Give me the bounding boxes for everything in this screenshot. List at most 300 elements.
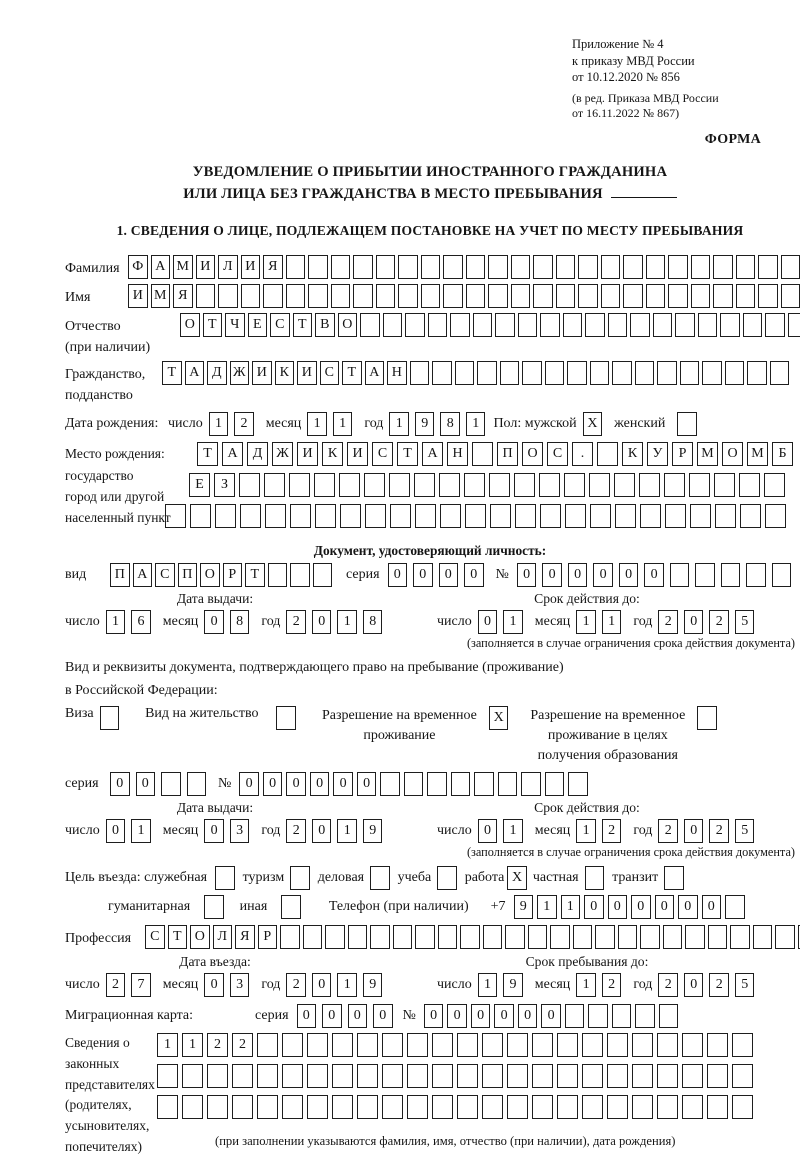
empty-char-box: [597, 442, 618, 466]
empty-char-box: [657, 1095, 678, 1119]
char-box: 1: [561, 895, 581, 919]
res-valid-date-group: [437, 800, 800, 843]
purpose-gumanitarnaya-checkbox: [204, 895, 224, 919]
char-box: 1: [307, 412, 327, 436]
year-label: год: [261, 822, 281, 838]
header-subline: (в ред. Приказа МВД России: [572, 90, 719, 105]
empty-char-box: [315, 504, 336, 528]
res-valid-note: (заполняется в случае ограничения срока действия документа): [466, 844, 795, 859]
char-box: 0: [136, 772, 156, 796]
empty-char-box: [515, 504, 536, 528]
year-label: год: [633, 976, 653, 992]
char-box: 0: [322, 1004, 342, 1028]
char-box: А: [422, 442, 443, 466]
empty-char-box: [664, 473, 685, 497]
empty-char-box: [196, 284, 216, 308]
phone-label: Телефон (при наличии): [328, 898, 469, 914]
purpose-tranzit-label: транзит: [612, 869, 659, 885]
visa-checkbox: [100, 706, 120, 730]
given-name-label: Имя: [65, 290, 91, 306]
char-box: П: [110, 563, 130, 587]
entry-date-group: [65, 954, 437, 997]
char-box: И: [252, 361, 272, 385]
empty-char-box: [482, 1033, 503, 1057]
empty-char-box: [414, 473, 435, 497]
empty-char-box: [746, 563, 766, 587]
empty-char-box: [357, 1033, 378, 1057]
empty-char-box: [353, 284, 373, 308]
empty-char-box: [332, 1095, 353, 1119]
purpose-turizm-label: туризм: [242, 869, 285, 885]
mig-number-boxes: [424, 1004, 679, 1028]
char-box: 9: [503, 973, 523, 997]
empty-char-box: [232, 1064, 253, 1088]
sex-female-checkbox: [677, 412, 697, 436]
doc-type-boxes: [110, 563, 332, 587]
empty-char-box: [353, 255, 373, 279]
identity-doc-heading: Документ, удостоверяющий личность:: [313, 543, 547, 559]
empty-char-box: [360, 313, 380, 337]
mig-number-label: №: [402, 1007, 416, 1023]
char-box: Б: [772, 442, 793, 466]
empty-char-box: [564, 473, 585, 497]
mig-serial-label: серия: [255, 1007, 289, 1023]
header-reference: [572, 36, 767, 122]
char-box: А: [133, 563, 153, 587]
sex-male-label: Пол: мужской: [493, 416, 577, 432]
empty-char-box: [407, 1064, 428, 1088]
char-box: М: [747, 442, 768, 466]
citizenship-label-line1: Гражданство,: [65, 367, 146, 383]
empty-char-box: [437, 866, 457, 890]
char-box: Н: [447, 442, 468, 466]
char-box: 2: [286, 973, 306, 997]
char-box: 0: [413, 563, 433, 587]
empty-char-box: [331, 284, 351, 308]
empty-char-box: [370, 925, 390, 949]
empty-char-box: [421, 255, 441, 279]
char-box: 5: [735, 610, 755, 634]
char-box: 2: [232, 1033, 253, 1057]
char-box: 0: [678, 895, 698, 919]
res-valid-day-boxes: [478, 819, 523, 843]
char-box: 6: [131, 610, 151, 634]
char-box: 0: [593, 563, 613, 587]
char-box: 0: [286, 772, 306, 796]
birth-place-label-line: Место рождения:: [65, 446, 165, 462]
empty-char-box: [464, 473, 485, 497]
char-box: 0: [333, 772, 353, 796]
empty-char-box: [187, 772, 207, 796]
empty-char-box: [466, 284, 486, 308]
empty-char-box: [472, 442, 493, 466]
char-box: А: [151, 255, 171, 279]
empty-char-box: [398, 255, 418, 279]
residence-doc-intro-line1: Вид и реквизиты документа, подтверждающего право на пребывание (проживание): [65, 660, 564, 676]
char-box: 0: [263, 772, 283, 796]
year-label: год: [364, 416, 384, 432]
empty-char-box: [331, 255, 351, 279]
empty-char-box: [635, 361, 655, 385]
birth-place-label-line: государство: [65, 467, 134, 483]
char-box: 0: [312, 973, 332, 997]
empty-char-box: [432, 361, 452, 385]
purpose-inaya-label: иная: [239, 898, 268, 914]
empty-char-box: [348, 925, 368, 949]
char-box: 1: [333, 412, 353, 436]
empty-char-box: [578, 284, 598, 308]
legal-reps-label-line: усыновителях,: [65, 1118, 150, 1134]
legal-reps-footnote: (при заполнении указываются фамилия, имя, отчество (при наличии), дата рождения): [215, 1134, 676, 1149]
char-box: 0: [106, 819, 126, 843]
empty-char-box: [668, 255, 688, 279]
empty-char-box: [451, 772, 471, 796]
migration-card-label: Миграционная карта:: [65, 1007, 194, 1023]
empty-char-box: [697, 706, 717, 730]
header-line: Приложение № 4: [572, 37, 664, 51]
char-box: 3: [230, 819, 250, 843]
month-label: месяц: [162, 976, 199, 992]
page-title: [65, 162, 795, 206]
empty-char-box: [263, 284, 283, 308]
char-box: 0: [517, 563, 537, 587]
residence-permit-checkbox: [276, 706, 296, 730]
res-issue-date-group: [65, 800, 437, 843]
empty-char-box: [161, 772, 181, 796]
empty-char-box: [438, 925, 458, 949]
char-box: К: [322, 442, 343, 466]
char-box: А: [365, 361, 385, 385]
empty-char-box: [307, 1064, 328, 1088]
visa-label: Виза: [65, 705, 94, 721]
empty-char-box: [532, 1064, 553, 1088]
patronymic-label-line1: Отчество: [65, 319, 121, 335]
empty-char-box: [376, 284, 396, 308]
char-box: Д: [247, 442, 268, 466]
stay-year-boxes: [658, 973, 754, 997]
empty-char-box: [393, 925, 413, 949]
empty-char-box: [765, 504, 786, 528]
empty-char-box: [685, 925, 705, 949]
empty-char-box: [675, 313, 695, 337]
char-box: Р: [258, 925, 278, 949]
month-label: месяц: [534, 614, 571, 630]
doc-valid-note: (заполняется в случае ограничения срока действия документа): [466, 636, 795, 651]
char-box: И: [241, 255, 261, 279]
empty-char-box: [585, 866, 605, 890]
empty-char-box: [589, 473, 610, 497]
doc-valid-day-boxes: [478, 610, 523, 634]
empty-char-box: [714, 473, 735, 497]
char-box: Т: [397, 442, 418, 466]
empty-char-box: [357, 1064, 378, 1088]
char-box: С: [270, 313, 290, 337]
char-box: П: [497, 442, 518, 466]
empty-char-box: [623, 255, 643, 279]
empty-char-box: [440, 504, 461, 528]
legal-reps-row2-boxes: [157, 1064, 753, 1088]
char-box: 0: [542, 563, 562, 587]
res-serial-boxes: [110, 772, 206, 796]
legal-reps-label-line: законных: [65, 1055, 120, 1071]
given-name-boxes: [128, 284, 800, 308]
day-label: число: [437, 614, 472, 630]
empty-char-box: [563, 313, 583, 337]
empty-char-box: [557, 1064, 578, 1088]
empty-char-box: [623, 284, 643, 308]
legal-reps-label-line: представителях: [65, 1076, 155, 1092]
res-issue-year-boxes: [286, 819, 382, 843]
char-box: Т: [342, 361, 362, 385]
empty-char-box: [286, 284, 306, 308]
empty-char-box: [282, 1033, 303, 1057]
empty-char-box: [725, 895, 745, 919]
legal-reps-label-line: Сведения о: [65, 1034, 130, 1050]
char-box: 1: [478, 973, 498, 997]
day-label: число: [168, 416, 203, 432]
empty-char-box: [443, 255, 463, 279]
visa-checkbox-item: [65, 706, 119, 730]
doc-number-label: №: [495, 567, 509, 583]
char-box: 8: [440, 412, 460, 436]
empty-char-box: [439, 473, 460, 497]
char-box: 0: [608, 895, 628, 919]
empty-char-box: [557, 1033, 578, 1057]
doc-valid-label: Срок действия до:: [534, 591, 640, 607]
empty-char-box: [241, 284, 261, 308]
empty-char-box: [290, 563, 310, 587]
empty-char-box: [257, 1095, 278, 1119]
char-box: И: [196, 255, 216, 279]
empty-char-box: [466, 255, 486, 279]
legal-reps-row1-boxes: [157, 1033, 753, 1057]
char-box: 8: [363, 610, 383, 634]
blank-underline: [611, 184, 677, 198]
empty-char-box: [257, 1064, 278, 1088]
empty-char-box: [290, 866, 310, 890]
empty-char-box: [582, 1033, 603, 1057]
empty-char-box: [612, 361, 632, 385]
surname-boxes: [128, 255, 800, 279]
char-box: У: [647, 442, 668, 466]
empty-char-box: [640, 925, 660, 949]
birth-date-label: Дата рождения:: [65, 416, 159, 432]
birth-place-row2-boxes: [189, 473, 795, 497]
entry-month-boxes: [204, 973, 249, 997]
empty-char-box: [601, 284, 621, 308]
empty-char-box: [539, 473, 560, 497]
char-box: Е: [189, 473, 210, 497]
entry-year-boxes: [286, 973, 382, 997]
empty-char-box: [550, 925, 570, 949]
doc-issue-month-boxes: [204, 610, 249, 634]
char-box: 0: [568, 563, 588, 587]
form-label: ФОРМА: [704, 131, 761, 147]
empty-char-box: [740, 504, 761, 528]
empty-char-box: [307, 1033, 328, 1057]
empty-char-box: [582, 1095, 603, 1119]
month-label: месяц: [162, 822, 199, 838]
empty-char-box: [590, 504, 611, 528]
month-label: месяц: [534, 822, 571, 838]
char-box: Д: [207, 361, 227, 385]
year-label: год: [633, 614, 653, 630]
char-box: 2: [286, 610, 306, 634]
empty-char-box: [522, 361, 542, 385]
month-label: месяц: [534, 976, 571, 992]
char-box: 2: [709, 819, 729, 843]
empty-char-box: [265, 504, 286, 528]
year-label: год: [261, 976, 281, 992]
patronymic-boxes: [180, 313, 800, 337]
char-box: 2: [286, 819, 306, 843]
purpose-delovaya-label: деловая: [317, 869, 365, 885]
empty-char-box: [736, 255, 756, 279]
char-box: 1: [576, 973, 596, 997]
char-box: А: [222, 442, 243, 466]
empty-char-box: [758, 255, 778, 279]
empty-char-box: [781, 255, 800, 279]
header-subline: от 16.11.2022 № 867): [572, 106, 680, 121]
empty-char-box: [289, 473, 310, 497]
empty-char-box: [691, 255, 711, 279]
empty-char-box: [207, 1064, 228, 1088]
char-box: С: [145, 925, 165, 949]
header-line: к приказу МВД России: [572, 53, 695, 68]
empty-char-box: [608, 313, 628, 337]
empty-char-box: [632, 1095, 653, 1119]
char-box: 0: [348, 1004, 368, 1028]
day-label: число: [65, 614, 100, 630]
empty-char-box: [490, 504, 511, 528]
empty-char-box: [657, 361, 677, 385]
char-box: А: [185, 361, 205, 385]
empty-char-box: [646, 284, 666, 308]
empty-char-box: [691, 284, 711, 308]
doc-type-label: вид: [65, 567, 87, 583]
empty-char-box: [582, 1064, 603, 1088]
char-box: Р: [672, 442, 693, 466]
empty-char-box: [588, 1004, 608, 1028]
phone-boxes: [514, 895, 745, 919]
char-box: 0: [644, 563, 664, 587]
char-box: К: [622, 442, 643, 466]
empty-char-box: [707, 1095, 728, 1119]
empty-char-box: [730, 925, 750, 949]
res-issue-label: Дата выдачи:: [176, 799, 254, 815]
char-box: О: [522, 442, 543, 466]
char-box: И: [128, 284, 148, 308]
char-box: 1: [389, 412, 409, 436]
empty-char-box: [573, 925, 593, 949]
char-box: С: [155, 563, 175, 587]
empty-char-box: [639, 473, 660, 497]
empty-char-box: [775, 925, 795, 949]
char-box: Н: [387, 361, 407, 385]
char-box: 0: [310, 772, 330, 796]
char-box: 2: [658, 819, 678, 843]
char-box: Ж: [230, 361, 250, 385]
empty-char-box: [511, 255, 531, 279]
empty-char-box: [635, 1004, 655, 1028]
purpose-ucheba-label: учеба: [397, 869, 432, 885]
empty-char-box: [708, 925, 728, 949]
empty-char-box: [663, 925, 683, 949]
birth-month-boxes: [307, 412, 352, 436]
empty-char-box: [473, 313, 493, 337]
empty-char-box: [680, 361, 700, 385]
empty-char-box: [788, 313, 800, 337]
empty-char-box: [668, 284, 688, 308]
empty-char-box: [405, 313, 425, 337]
char-box: 0: [541, 1004, 561, 1028]
empty-char-box: [540, 313, 560, 337]
char-box: 8: [230, 610, 250, 634]
empty-char-box: [632, 1033, 653, 1057]
doc-valid-year-boxes: [658, 610, 754, 634]
char-box: Я: [235, 925, 255, 949]
empty-char-box: [407, 1095, 428, 1119]
empty-char-box: [415, 504, 436, 528]
char-box: 0: [204, 819, 224, 843]
purpose-inaya-checkbox: [281, 895, 301, 919]
empty-char-box: [607, 1095, 628, 1119]
empty-char-box: [325, 925, 345, 949]
empty-char-box: [640, 504, 661, 528]
char-box: Ж: [272, 442, 293, 466]
empty-char-box: [474, 772, 494, 796]
empty-char-box: [739, 473, 760, 497]
empty-char-box: [182, 1095, 203, 1119]
res-number-label: №: [218, 775, 232, 791]
purpose-turizm-checkbox: [290, 866, 310, 890]
birth-place-row3-boxes: [165, 504, 795, 528]
char-box: 1: [157, 1033, 178, 1057]
char-box: 0: [478, 610, 498, 634]
char-box: Т: [168, 925, 188, 949]
stay-until-label: Срок пребывания до:: [525, 953, 649, 969]
res-valid-label: Срок действия до:: [534, 799, 640, 815]
char-box: X: [489, 706, 509, 730]
empty-char-box: [732, 1095, 753, 1119]
char-box: 0: [478, 819, 498, 843]
doc-number-boxes: [517, 563, 792, 587]
empty-char-box: [157, 1064, 178, 1088]
char-box: 1: [337, 610, 357, 634]
empty-char-box: [707, 1033, 728, 1057]
doc-issue-label: Дата выдачи:: [176, 591, 254, 607]
char-box: З: [214, 473, 235, 497]
legal-reps-label-line: попечителях): [65, 1139, 142, 1155]
empty-char-box: [308, 255, 328, 279]
empty-char-box: [781, 284, 800, 308]
temp-permit-checkbox: [489, 706, 509, 730]
empty-char-box: [268, 563, 288, 587]
char-box: 1: [503, 610, 523, 634]
empty-char-box: [264, 473, 285, 497]
empty-char-box: [615, 504, 636, 528]
entry-day-boxes: [106, 973, 151, 997]
birth-year-boxes: [389, 412, 485, 436]
birth-place-row1-boxes: [197, 442, 795, 466]
empty-char-box: [421, 284, 441, 308]
char-box: 1: [537, 895, 557, 919]
stay-until-group: [437, 954, 800, 997]
empty-char-box: [215, 866, 235, 890]
empty-char-box: [557, 1095, 578, 1119]
empty-char-box: [382, 1095, 403, 1119]
empty-char-box: [736, 284, 756, 308]
